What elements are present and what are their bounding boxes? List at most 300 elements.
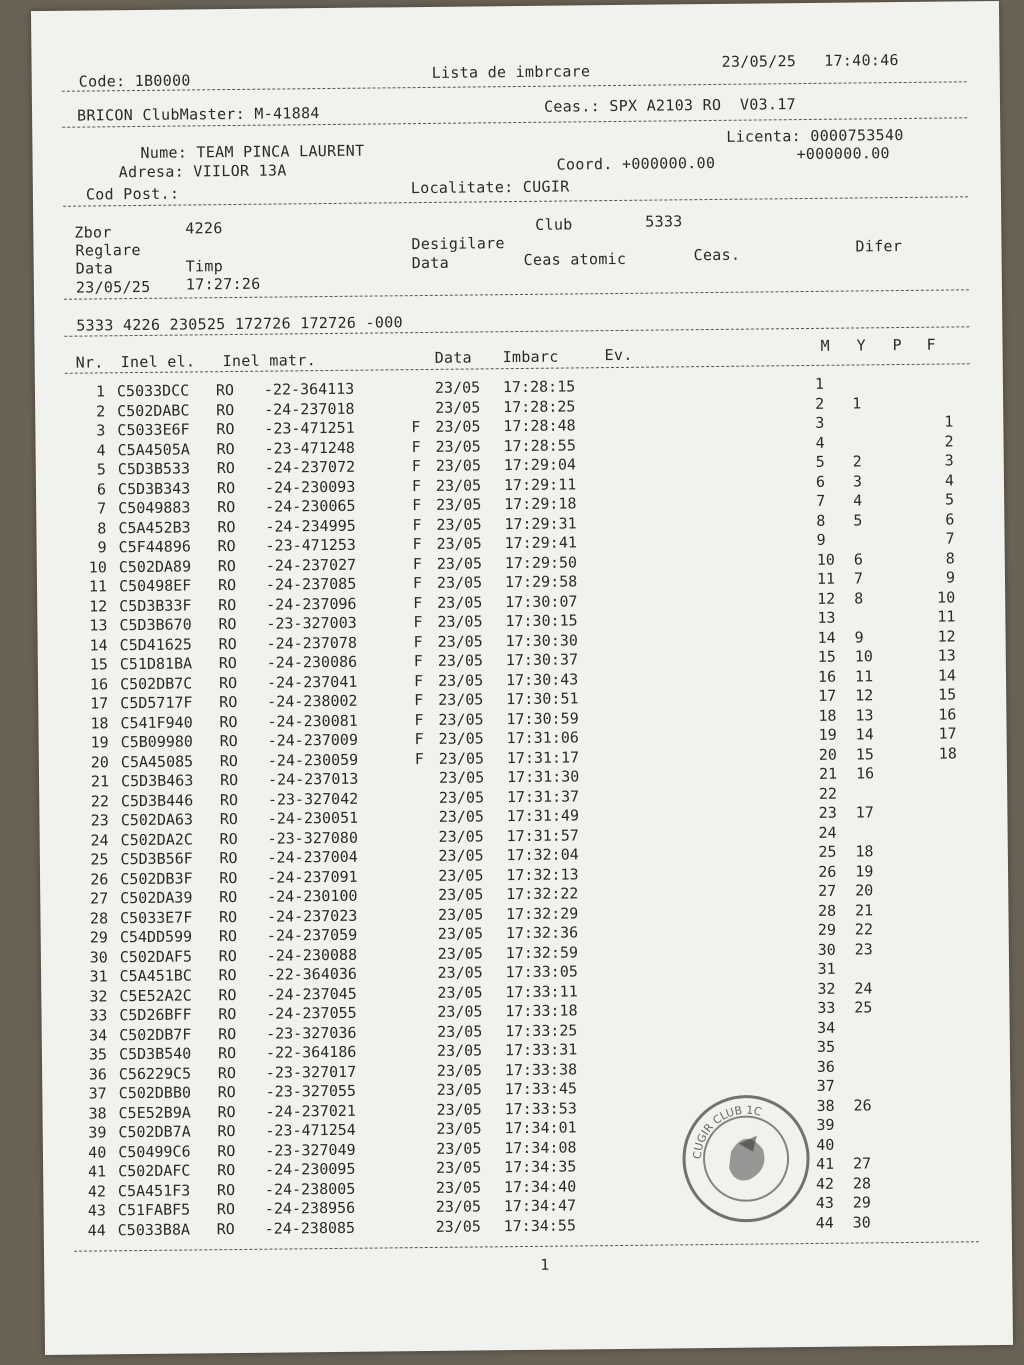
row-y: 30 (852, 1212, 871, 1232)
club-stamp-icon (678, 1091, 813, 1226)
row-m: 31 (817, 959, 836, 978)
row-country: RO (217, 1083, 236, 1102)
row-nr: 33 (89, 1006, 108, 1025)
row-m: 2 (815, 394, 825, 413)
row-country: RO (216, 419, 235, 439)
row-nr: 31 (89, 967, 108, 986)
row-inel-matr: -22-364186 (265, 1042, 357, 1062)
row-m: 4 (815, 433, 825, 452)
row-m: 35 (816, 1037, 836, 1056)
row-m: 27 (818, 881, 837, 900)
row-f: 11 (937, 607, 956, 626)
reglare-time: 17:27:26 (185, 274, 261, 294)
row-country: RO (218, 985, 237, 1004)
row-inel-matr: -22-364113 (263, 379, 355, 399)
row-nr: 38 (88, 1103, 107, 1123)
clubmaster-id: BRICON ClubMaster: M-41884 (76, 104, 320, 125)
row-nr: 27 (90, 889, 109, 908)
row-nr: 21 (90, 772, 110, 791)
row-inel-matr: -24-230100 (267, 886, 358, 906)
row-m: 9 (816, 530, 826, 549)
row-m: 33 (817, 998, 836, 1017)
row-inel-el: C502DAFC (118, 1161, 191, 1181)
row-m: 1 (814, 374, 825, 393)
row-inel-el: C51FABF5 (117, 1200, 191, 1220)
row-date: 23/05 (438, 768, 485, 787)
row-country: RO (215, 381, 235, 400)
row-inel-el: C5D3B463 (120, 771, 194, 791)
row-time: 17:29:50 (504, 552, 578, 572)
row-inel-matr: -24-237096 (266, 594, 357, 614)
row-time: 17:33:38 (504, 1059, 578, 1079)
row-y: 24 (854, 978, 873, 998)
row-time: 17:33:05 (505, 962, 578, 982)
row-date: 23/05 (437, 631, 483, 651)
row-flag: F (414, 730, 424, 749)
coordinates-second: +000000.00 (796, 144, 890, 164)
clock-label: Ceas. (693, 245, 741, 265)
row-inel-el: C541F940 (120, 712, 193, 732)
row-m: 38 (816, 1096, 835, 1115)
row-nr: 10 (88, 557, 107, 577)
row-nr: 35 (88, 1045, 108, 1064)
row-nr: 4 (96, 440, 106, 459)
row-inel-matr: -23-327049 (265, 1140, 356, 1160)
row-inel-el: C5D3B56F (120, 849, 193, 869)
row-m: 19 (818, 725, 837, 744)
row-time: 17:29:18 (504, 494, 577, 514)
row-date: 23/05 (435, 397, 481, 417)
row-inel-matr: -22-364036 (266, 964, 357, 984)
row-inel-el: C5D3B446 (120, 790, 194, 810)
row-inel-matr: -24-238956 (264, 1198, 356, 1218)
row-m: 20 (818, 745, 837, 764)
row-inel-el: C502DA2C (120, 829, 193, 849)
row-m: 24 (818, 823, 837, 842)
row-country: RO (216, 478, 236, 497)
row-date: 23/05 (438, 807, 485, 826)
row-nr: 12 (89, 596, 108, 616)
row-time: 17:33:45 (504, 1079, 578, 1099)
col-m: M (820, 336, 830, 355)
row-f: 2 (944, 431, 954, 451)
row-nr: 6 (96, 479, 107, 498)
row-inel-el: C5049883 (118, 498, 191, 518)
row-m: 29 (817, 920, 837, 939)
row-m: 41 (816, 1154, 835, 1173)
flight-number: 4226 (185, 219, 223, 238)
row-country: RO (219, 887, 238, 907)
row-f: 13 (937, 646, 956, 665)
row-date: 23/05 (436, 1138, 482, 1158)
row-date: 23/05 (438, 690, 484, 709)
row-inel-matr: -24-238002 (267, 691, 358, 711)
difference-label: Difer (855, 236, 903, 256)
row-country: RO (219, 770, 239, 790)
row-y: 13 (855, 705, 874, 725)
row-f: 14 (937, 665, 957, 685)
fancier-name: Nume: TEAM PINCA LAURENT (140, 141, 365, 162)
row-flag: F (413, 632, 423, 651)
row-inel-matr: -24-237004 (267, 847, 358, 867)
separator (74, 1241, 979, 1251)
row-f: 15 (938, 685, 957, 704)
row-time: 17:31:57 (506, 825, 579, 845)
row-country: RO (218, 926, 238, 946)
row-nr: 43 (87, 1201, 106, 1220)
row-inel-matr: -23-327017 (265, 1062, 357, 1082)
row-flag: F (411, 457, 421, 476)
row-f: 17 (938, 724, 957, 743)
row-time: 17:30:43 (505, 669, 579, 689)
row-time: 17:33:53 (504, 1098, 577, 1118)
row-country: RO (217, 1122, 236, 1141)
row-m: 40 (816, 1135, 835, 1154)
row-inel-matr: -24-237059 (266, 925, 358, 945)
row-date: 23/05 (436, 514, 482, 534)
row-m: 28 (817, 901, 837, 920)
row-y: 11 (854, 666, 874, 686)
row-flag: F (412, 574, 423, 593)
col-data: Data (434, 348, 473, 367)
row-f: 1 (944, 412, 954, 431)
row-nr: 19 (90, 733, 109, 752)
row-nr: 22 (90, 791, 110, 811)
row-inel-matr: -23-471251 (264, 418, 355, 438)
row-y: 14 (855, 725, 874, 744)
row-time: 17:31:30 (506, 767, 580, 787)
row-nr: 15 (89, 655, 108, 674)
row-f: 8 (945, 548, 955, 568)
row-date: 23/05 (435, 436, 481, 456)
row-country: RO (217, 517, 236, 536)
col-p: P (892, 336, 902, 355)
row-nr: 30 (89, 947, 108, 967)
row-nr: 3 (96, 421, 106, 440)
row-nr: 1 (95, 382, 106, 401)
row-nr: 26 (90, 869, 109, 889)
row-m: 3 (815, 413, 825, 432)
row-m: 42 (815, 1174, 835, 1193)
row-date: 23/05 (437, 670, 484, 690)
row-date: 23/05 (436, 1060, 483, 1080)
row-m: 11 (816, 569, 836, 588)
postal-code: Cod Post.: (85, 184, 180, 204)
col-ev: Ev. (604, 345, 633, 365)
row-flag: F (411, 437, 421, 456)
row-country: RO (219, 868, 238, 887)
row-y: 3 (852, 471, 863, 491)
row-m: 32 (817, 979, 836, 998)
row-inel-el: C5D3B540 (118, 1044, 192, 1064)
row-m: 39 (816, 1115, 835, 1134)
row-country: RO (217, 536, 236, 556)
row-country: RO (216, 400, 235, 419)
row-nr: 14 (89, 635, 108, 655)
row-m: 6 (815, 472, 826, 491)
row-inel-matr: -23-327055 (265, 1081, 357, 1101)
row-date: 23/05 (436, 534, 482, 553)
row-nr: 9 (97, 538, 107, 557)
row-y: 1 (852, 393, 862, 413)
row-inel-el: C502DBB0 (118, 1083, 192, 1103)
row-time: 17:31:06 (506, 728, 579, 748)
row-inel-el: C5F44896 (118, 537, 191, 557)
row-flag: F (412, 515, 422, 534)
row-f: 7 (945, 529, 955, 548)
row-country: RO (217, 575, 237, 595)
locality: Localitate: CUGIR (410, 177, 570, 198)
row-flag: F (413, 613, 423, 632)
row-time: 17:28:15 (502, 377, 576, 397)
row-date: 23/05 (435, 475, 482, 495)
row-inel-matr: -23-327003 (266, 613, 357, 633)
row-nr: 40 (88, 1142, 107, 1162)
arrival-table (73, 373, 987, 1240)
row-time: 17:34:55 (503, 1215, 577, 1235)
row-time: 17:34:35 (504, 1157, 577, 1177)
row-inel-el: C54DD599 (119, 927, 193, 947)
row-inel-matr: -24-237072 (264, 457, 356, 477)
row-nr: 20 (90, 752, 109, 772)
row-date: 23/05 (435, 417, 481, 436)
row-country: RO (218, 907, 238, 926)
row-y: 9 (854, 627, 864, 647)
row-country: RO (216, 458, 235, 478)
row-country: RO (217, 1102, 236, 1121)
coordinates: Coord. +000000.00 (556, 153, 716, 174)
row-inel-matr: -24-230059 (267, 750, 359, 770)
row-nr: 5 (96, 460, 106, 479)
row-inel-el: C5D3B533 (117, 459, 191, 479)
row-country: RO (216, 1200, 236, 1219)
row-inel-el: C5E52B9A (118, 1102, 191, 1122)
row-time: 17:29:31 (504, 513, 577, 533)
row-f: 18 (938, 743, 957, 763)
row-country: RO (217, 556, 236, 575)
row-m: 10 (816, 550, 835, 569)
row-nr: 32 (89, 986, 108, 1006)
row-country: RO (218, 653, 237, 673)
row-country: RO (218, 1005, 237, 1024)
row-inel-el: C502DAF5 (119, 946, 193, 966)
row-inel-el: C5033E6F (117, 420, 190, 440)
row-nr: 16 (89, 674, 109, 694)
row-inel-matr: -24-237013 (267, 769, 359, 789)
row-time: 17:34:47 (503, 1196, 577, 1216)
row-time: 17:32:04 (506, 845, 579, 865)
row-nr: 17 (90, 694, 109, 713)
row-inel-el: C502DB7F (119, 1024, 192, 1044)
row-date: 23/05 (437, 904, 484, 924)
row-time: 17:33:18 (505, 1001, 578, 1021)
row-inel-el: C5D3B670 (119, 615, 192, 635)
col-inel-matr: Inel matr. (222, 351, 317, 371)
row-country: RO (218, 673, 238, 692)
row-date: 23/05 (438, 709, 484, 729)
row-m: 43 (815, 1193, 834, 1212)
row-m: 18 (818, 706, 837, 725)
row-m: 7 (816, 491, 826, 510)
row-time: 17:29:41 (504, 533, 577, 553)
row-y: 20 (855, 881, 874, 900)
row-m: 26 (818, 862, 837, 881)
document-title: Lista de imbrcare (431, 62, 591, 82)
row-inel-el: C51D81BA (119, 654, 193, 674)
row-time: 17:33:31 (504, 1040, 578, 1060)
row-date: 23/05 (437, 1021, 483, 1041)
row-inel-el: C502DA89 (118, 556, 192, 576)
row-time: 17:33:11 (505, 981, 578, 1001)
row-date: 23/05 (437, 943, 483, 963)
row-m: 25 (818, 842, 837, 861)
row-flag: F (411, 418, 421, 437)
row-inel-el: C5B09980 (120, 732, 193, 752)
row-date: 23/05 (438, 787, 485, 807)
row-inel-matr: -24-230051 (267, 808, 359, 828)
row-y: 27 (853, 1154, 872, 1173)
row-inel-matr: -24-237009 (267, 730, 359, 750)
row-inel-el: C5A451F3 (117, 1181, 191, 1200)
clock-id: Ceas.: SPX A2103 RO V03.17 (543, 95, 797, 116)
row-time: 17:28:25 (503, 396, 576, 416)
stamp-text: CUGIR CLUB 1C (690, 1103, 763, 1160)
club-label: Club (535, 215, 573, 234)
row-nr: 41 (87, 1162, 107, 1181)
row-time: 17:32:13 (506, 864, 579, 884)
row-date: 23/05 (437, 924, 484, 943)
row-inel-matr: -24-237085 (265, 574, 357, 594)
row-time: 17:29:04 (503, 455, 577, 475)
row-inel-el: C5A45085 (120, 751, 194, 771)
separator (63, 196, 968, 206)
row-inel-matr: -24-230088 (266, 945, 358, 965)
row-y: 5 (853, 510, 863, 530)
row-date: 23/05 (438, 846, 484, 865)
row-f: 4 (944, 470, 955, 490)
row-nr: 25 (90, 850, 109, 869)
row-time: 17:30:37 (505, 650, 579, 670)
row-inel-el: C502DABC (117, 400, 190, 420)
row-m: 34 (817, 1018, 836, 1037)
col-inel-el: Inel el. (120, 352, 196, 372)
row-inel-el: C5033DCC (116, 381, 190, 401)
col-f: F (926, 335, 936, 354)
row-flag: F (413, 593, 423, 612)
row-country: RO (217, 1044, 237, 1063)
row-inel-el: C5D3B343 (117, 478, 191, 498)
row-inel-matr: -23-471253 (265, 535, 357, 555)
row-y: 2 (852, 452, 862, 471)
row-m: 36 (816, 1057, 835, 1076)
row-country: RO (217, 1141, 236, 1160)
row-y: 4 (853, 491, 863, 510)
row-country: RO (219, 731, 238, 751)
row-country: RO (217, 497, 236, 517)
row-country: RO (218, 946, 237, 965)
row-inel-matr: -23-327080 (267, 828, 359, 848)
row-inel-matr: -24-230081 (267, 711, 358, 731)
row-y: 18 (855, 842, 874, 861)
row-inel-matr: -24-237078 (266, 633, 358, 653)
row-inel-el: C5033B8A (117, 1220, 191, 1239)
row-y: 23 (854, 939, 873, 959)
row-inel-matr: -24-237027 (265, 555, 357, 575)
row-time: 17:32:29 (505, 903, 579, 923)
row-inel-el: C50498EF (118, 576, 192, 596)
row-date: 23/05 (436, 553, 483, 573)
row-inel-matr: -23-327036 (266, 1023, 357, 1043)
row-y: 26 (853, 1095, 872, 1115)
row-m: 37 (816, 1076, 835, 1095)
row-m: 21 (818, 764, 838, 783)
row-date: 23/05 (435, 1177, 482, 1197)
row-nr: 28 (89, 908, 109, 928)
printout-sheet (31, 1, 1013, 1355)
row-m: 12 (817, 589, 836, 608)
row-m: 15 (817, 647, 836, 666)
row-nr: 29 (89, 928, 108, 947)
row-date: 23/05 (437, 592, 483, 612)
row-y: 12 (855, 686, 874, 705)
row-date: 23/05 (438, 826, 484, 846)
row-inel-el: C5D26BFF (119, 1005, 192, 1025)
row-date: 23/05 (436, 1119, 482, 1138)
row-inel-el: C5D3B33F (119, 595, 192, 615)
row-date: 23/05 (436, 495, 482, 514)
row-time: 17:31:49 (506, 806, 580, 826)
row-inel-el: C56229C5 (118, 1063, 192, 1083)
row-country: RO (218, 614, 237, 634)
row-date: 23/05 (436, 1080, 482, 1099)
row-nr: 7 (97, 499, 107, 518)
code-label: Code: 1B0000 (78, 71, 191, 91)
row-time: 17:29:11 (503, 474, 577, 494)
row-time: 17:32:36 (505, 923, 579, 943)
row-inel-matr: -23-471248 (264, 438, 355, 458)
row-inel-el: C5D5717F (120, 693, 193, 713)
row-nr: 11 (88, 577, 108, 596)
row-inel-matr: -24-237021 (265, 1101, 356, 1121)
row-time: 17:30:07 (505, 591, 578, 611)
row-country: RO (217, 1063, 237, 1082)
separator (62, 81, 967, 91)
row-y: 29 (852, 1193, 871, 1212)
row-nr: 18 (90, 713, 109, 733)
row-time: 17:31:17 (506, 747, 580, 767)
row-date: 23/05 (436, 1158, 482, 1177)
row-nr: 44 (87, 1220, 106, 1240)
row-country: RO (218, 595, 237, 614)
row-y: 28 (852, 1173, 872, 1193)
row-date: 23/05 (437, 612, 483, 631)
reglare-date: 23/05/25 (75, 277, 151, 297)
row-date: 23/05 (437, 982, 483, 1002)
row-m: 44 (815, 1213, 834, 1232)
row-flag: F (414, 691, 424, 710)
row-time: 17:30:15 (505, 611, 578, 631)
row-inel-el: C502DB7C (119, 673, 193, 693)
row-m: 17 (818, 686, 837, 705)
row-time: 17:28:55 (503, 435, 576, 455)
flight-label: Zbor (74, 223, 112, 242)
row-date: 23/05 (436, 1041, 483, 1060)
row-m: 30 (817, 940, 836, 959)
row-f: 10 (937, 587, 956, 607)
row-y: 21 (854, 900, 874, 920)
row-flag: F (413, 652, 423, 671)
row-country: RO (218, 634, 237, 653)
